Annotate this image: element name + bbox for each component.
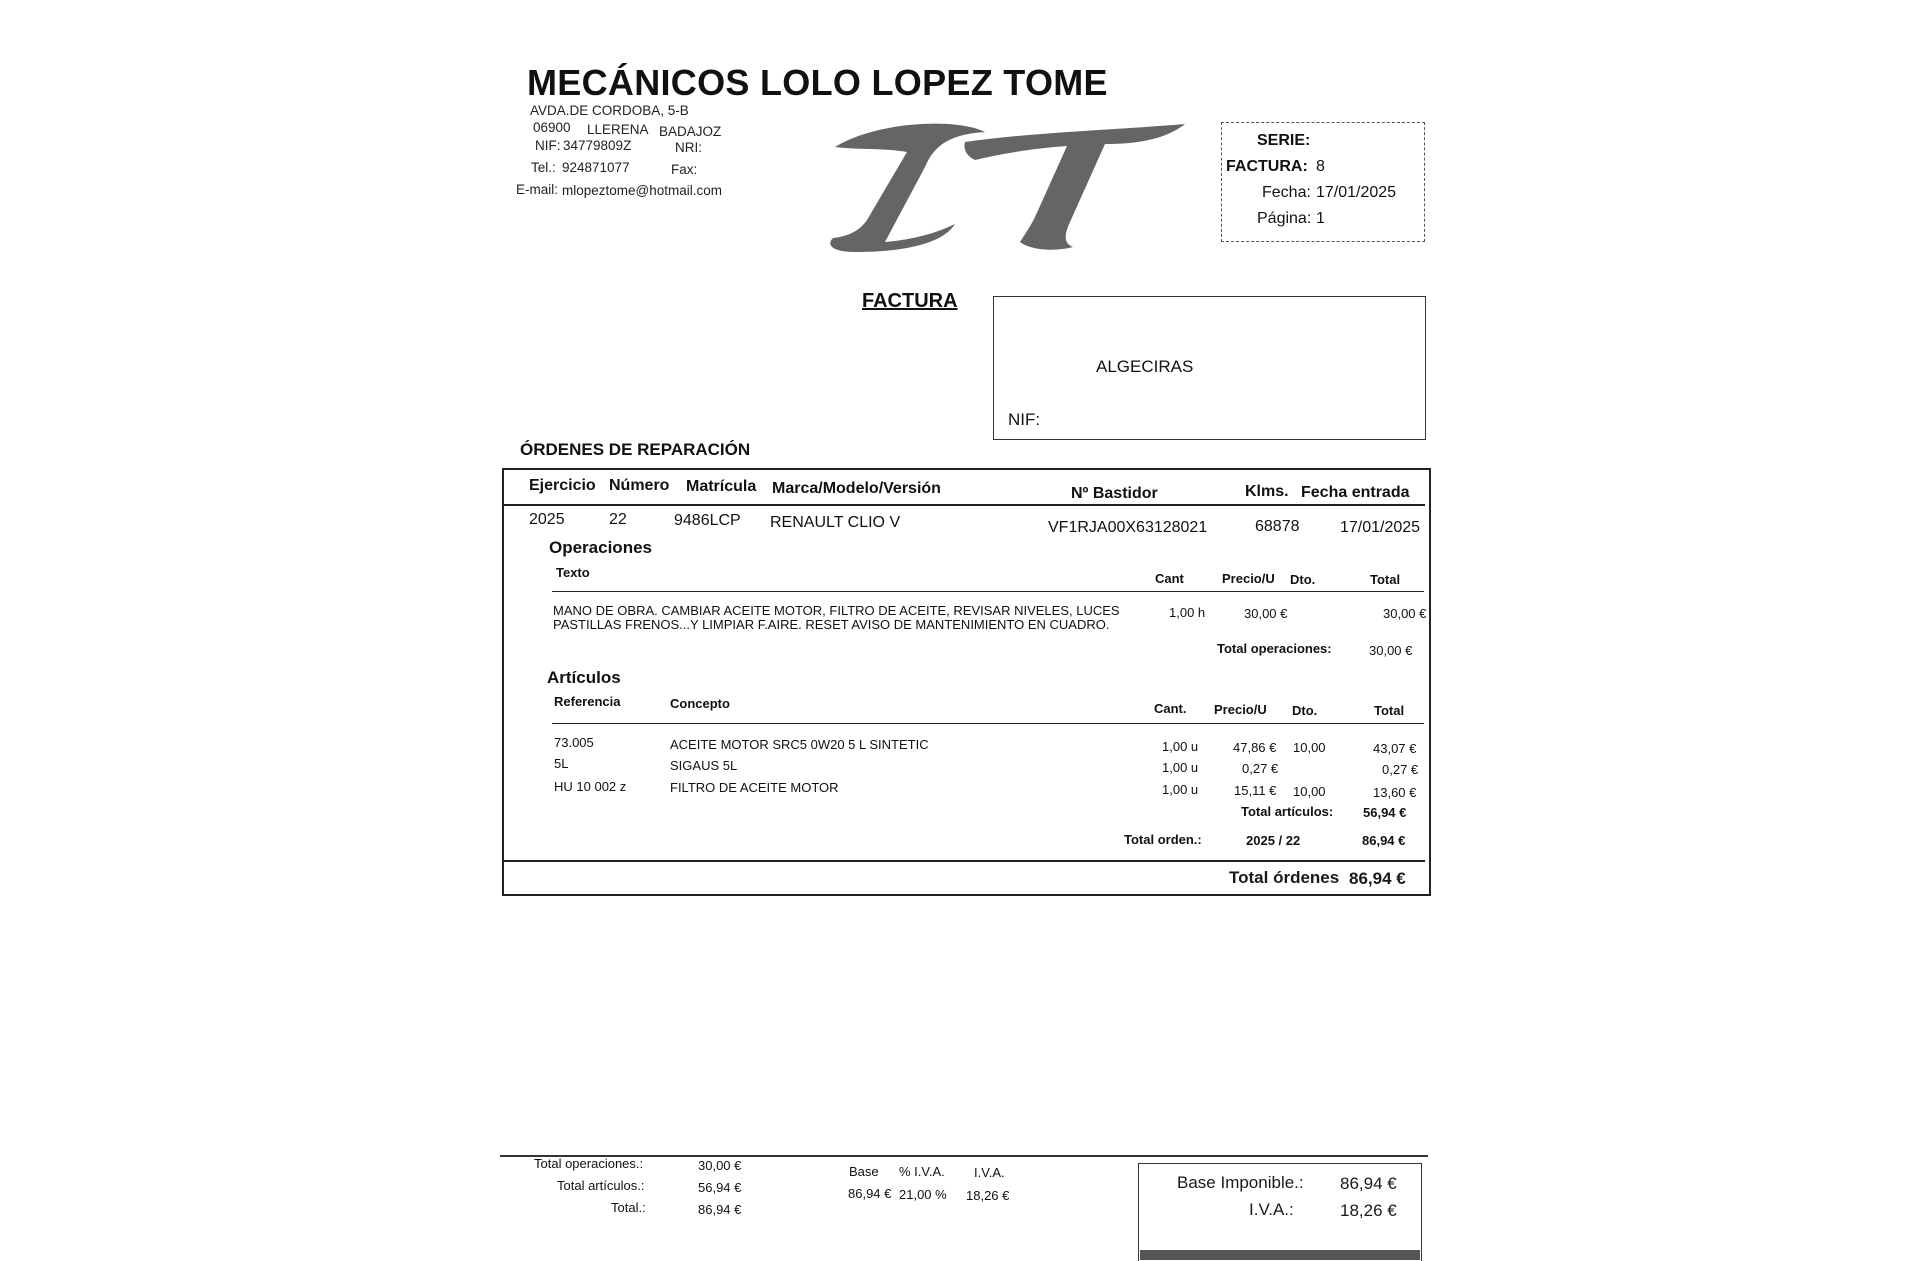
art-row-1-precio: 47,86 € bbox=[1233, 740, 1277, 755]
art-row-3-total: 13,60 € bbox=[1373, 785, 1417, 800]
iva-total-value: 18,26 € bbox=[1340, 1201, 1397, 1220]
op-texto-line1: MANO DE OBRA. CAMBIAR ACEITE MOTOR, FILTRO DE ACEITE, REVISAR NIVELES, LUCES bbox=[553, 603, 1120, 618]
factura-number: 8 bbox=[1316, 158, 1325, 175]
pagina-value: 1 bbox=[1316, 210, 1325, 227]
order-fecha-entrada: 17/01/2025 bbox=[1340, 519, 1421, 536]
art-row-2-precio: 0,27 € bbox=[1242, 761, 1279, 776]
footer-iva-pct: 21,00 % bbox=[899, 1187, 947, 1202]
footer-total: 86,94 € bbox=[698, 1202, 742, 1217]
order-ejercicio: 2025 bbox=[529, 511, 565, 528]
order-numero: 22 bbox=[609, 511, 627, 528]
art-row-3-referencia: HU 10 002 z bbox=[554, 779, 627, 794]
order-marca: RENAULT CLIO V bbox=[770, 514, 901, 531]
header-bastidor: Nº Bastidor bbox=[1071, 485, 1158, 502]
art-total-value: 56,94 € bbox=[1363, 805, 1407, 820]
art-header-divider bbox=[552, 723, 1424, 724]
op-total-value: 30,00 € bbox=[1369, 643, 1413, 658]
iva-total-label: I.V.A.: bbox=[1249, 1200, 1294, 1219]
art-row-3-cant: 1,00 u bbox=[1162, 782, 1199, 797]
invoice-info-box bbox=[1221, 122, 1425, 242]
company-province: BADAJOZ bbox=[659, 124, 722, 139]
art-row-2-total: 0,27 € bbox=[1382, 762, 1419, 777]
grand-total-bar bbox=[1140, 1250, 1420, 1260]
footer-base-label: Base bbox=[849, 1164, 879, 1179]
art-row-2-concepto: SIGAUS 5L bbox=[670, 758, 738, 773]
operaciones-title: Operaciones bbox=[549, 538, 652, 557]
company-tel: 924871077 bbox=[562, 160, 630, 175]
art-header-total: Total bbox=[1374, 703, 1405, 718]
total-ordenes-divider bbox=[504, 860, 1425, 862]
client-city: ALGECIRAS bbox=[1096, 357, 1194, 376]
factura-label: FACTURA: bbox=[1226, 158, 1308, 175]
total-ordenes-value: 86,94 € bbox=[1349, 869, 1406, 888]
total-orden-ref: 2025 / 22 bbox=[1246, 833, 1301, 848]
client-nif-label: NIF: bbox=[1008, 410, 1041, 429]
art-header-referencia: Referencia bbox=[554, 694, 621, 709]
op-precio: 30,00 € bbox=[1244, 606, 1288, 621]
total-orden-value: 86,94 € bbox=[1362, 833, 1406, 848]
op-header-dto: Dto. bbox=[1290, 572, 1316, 587]
header-klms: Klms. bbox=[1245, 483, 1289, 500]
fecha-value: 17/01/2025 bbox=[1316, 184, 1397, 201]
pagina-label: Página: bbox=[1257, 210, 1312, 227]
op-cant: 1,00 h bbox=[1169, 605, 1206, 620]
footer-base: 86,94 € bbox=[848, 1186, 892, 1201]
art-row-1-cant: 1,00 u bbox=[1162, 739, 1199, 754]
base-imponible-value: 86,94 € bbox=[1340, 1174, 1397, 1193]
serie-label: SERIE: bbox=[1257, 132, 1311, 149]
op-total-label: Total operaciones: bbox=[1217, 641, 1332, 656]
total-orden-label: Total orden.: bbox=[1124, 832, 1202, 847]
logo-text: LT bbox=[1005, 192, 1007, 193]
art-row-3-dto: 10,00 bbox=[1293, 784, 1326, 799]
art-row-1-dto: 10,00 bbox=[1293, 740, 1326, 755]
company-city: LLERENA bbox=[587, 122, 649, 137]
footer-iva-pct-label: % I.V.A. bbox=[899, 1164, 945, 1179]
footer-total-articulos: 56,94 € bbox=[698, 1180, 742, 1195]
header-marca: Marca/Modelo/Versión bbox=[772, 480, 941, 497]
footer-iva-label: I.V.A. bbox=[974, 1165, 1005, 1180]
art-header-dto: Dto. bbox=[1292, 703, 1318, 718]
art-row-1-total: 43,07 € bbox=[1373, 741, 1417, 756]
company-tel-label: Tel.: bbox=[531, 160, 556, 175]
art-row-3-precio: 15,11 € bbox=[1234, 783, 1277, 798]
company-logo bbox=[815, 112, 1195, 262]
company-name: MECÁNICOS LOLO LOPEZ TOME bbox=[527, 62, 1108, 103]
op-header-divider bbox=[552, 591, 1424, 592]
total-ordenes-label: Total órdenes bbox=[1229, 868, 1340, 887]
header-ejercicio: Ejercicio bbox=[529, 477, 596, 494]
company-fax-label: Fax: bbox=[671, 162, 698, 177]
order-bastidor: VF1RJA00X63128021 bbox=[1048, 519, 1208, 536]
op-header-total: Total bbox=[1370, 572, 1401, 587]
company-email: mlopeztome@hotmail.com bbox=[562, 183, 723, 198]
base-imponible-label: Base Imponible.: bbox=[1177, 1173, 1304, 1192]
orders-table bbox=[502, 468, 1431, 896]
art-row-2-cant: 1,00 u bbox=[1162, 760, 1199, 775]
op-total: 30,00 € bbox=[1383, 606, 1427, 621]
client-box bbox=[993, 296, 1426, 440]
art-header-precio: Precio/U bbox=[1214, 702, 1267, 717]
company-postal-code: 06900 bbox=[533, 120, 571, 135]
footer-total-operaciones: 30,00 € bbox=[698, 1158, 742, 1173]
op-header-precio: Precio/U bbox=[1222, 571, 1275, 586]
company-address: AVDA.DE CORDOBA, 5-B bbox=[530, 103, 689, 118]
art-row-1-concepto: ACEITE MOTOR SRC5 0W20 5 L SINTETIC bbox=[670, 737, 929, 752]
footer-iva: 18,26 € bbox=[966, 1188, 1010, 1203]
order-klms: 68878 bbox=[1255, 518, 1300, 535]
art-row-1-referencia: 73.005 bbox=[554, 735, 594, 750]
art-header-concepto: Concepto bbox=[670, 696, 730, 711]
art-row-2-referencia: 5L bbox=[554, 756, 569, 771]
factura-title: FACTURA bbox=[862, 290, 958, 312]
art-header-cant: Cant. bbox=[1154, 701, 1187, 716]
op-header-texto: Texto bbox=[556, 565, 590, 580]
fecha-label: Fecha: bbox=[1262, 184, 1311, 201]
company-nif-label: NIF: bbox=[535, 138, 561, 153]
art-row-3-concepto: FILTRO DE ACEITE MOTOR bbox=[670, 780, 839, 795]
header-fecha-entrada: Fecha entrada bbox=[1301, 484, 1410, 501]
footer-total-operaciones-label: Total operaciones.: bbox=[534, 1156, 644, 1171]
company-email-label: E-mail: bbox=[516, 182, 559, 197]
company-nif: 34779809Z bbox=[563, 138, 632, 153]
header-numero: Número bbox=[609, 477, 670, 494]
header-divider bbox=[504, 504, 1425, 506]
footer-total-articulos-label: Total artículos.: bbox=[557, 1178, 645, 1193]
op-header-cant: Cant bbox=[1155, 571, 1184, 586]
order-matricula: 9486LCP bbox=[674, 512, 741, 529]
company-nri-label: NRI: bbox=[675, 140, 702, 155]
footer-total-label: Total.: bbox=[611, 1200, 646, 1215]
orders-section-title: ÓRDENES DE REPARACIÓN bbox=[520, 440, 751, 459]
op-texto-line2: PASTILLAS FRENOS...Y LIMPIAR F.AIRE. RESET AVISO DE MANTENIMIENTO EN CUADRO. bbox=[553, 617, 1110, 632]
header-matricula: Matrícula bbox=[686, 478, 757, 495]
totals-box bbox=[1138, 1163, 1422, 1261]
articulos-title: Artículos bbox=[547, 668, 621, 687]
art-total-label: Total artículos: bbox=[1241, 804, 1334, 819]
